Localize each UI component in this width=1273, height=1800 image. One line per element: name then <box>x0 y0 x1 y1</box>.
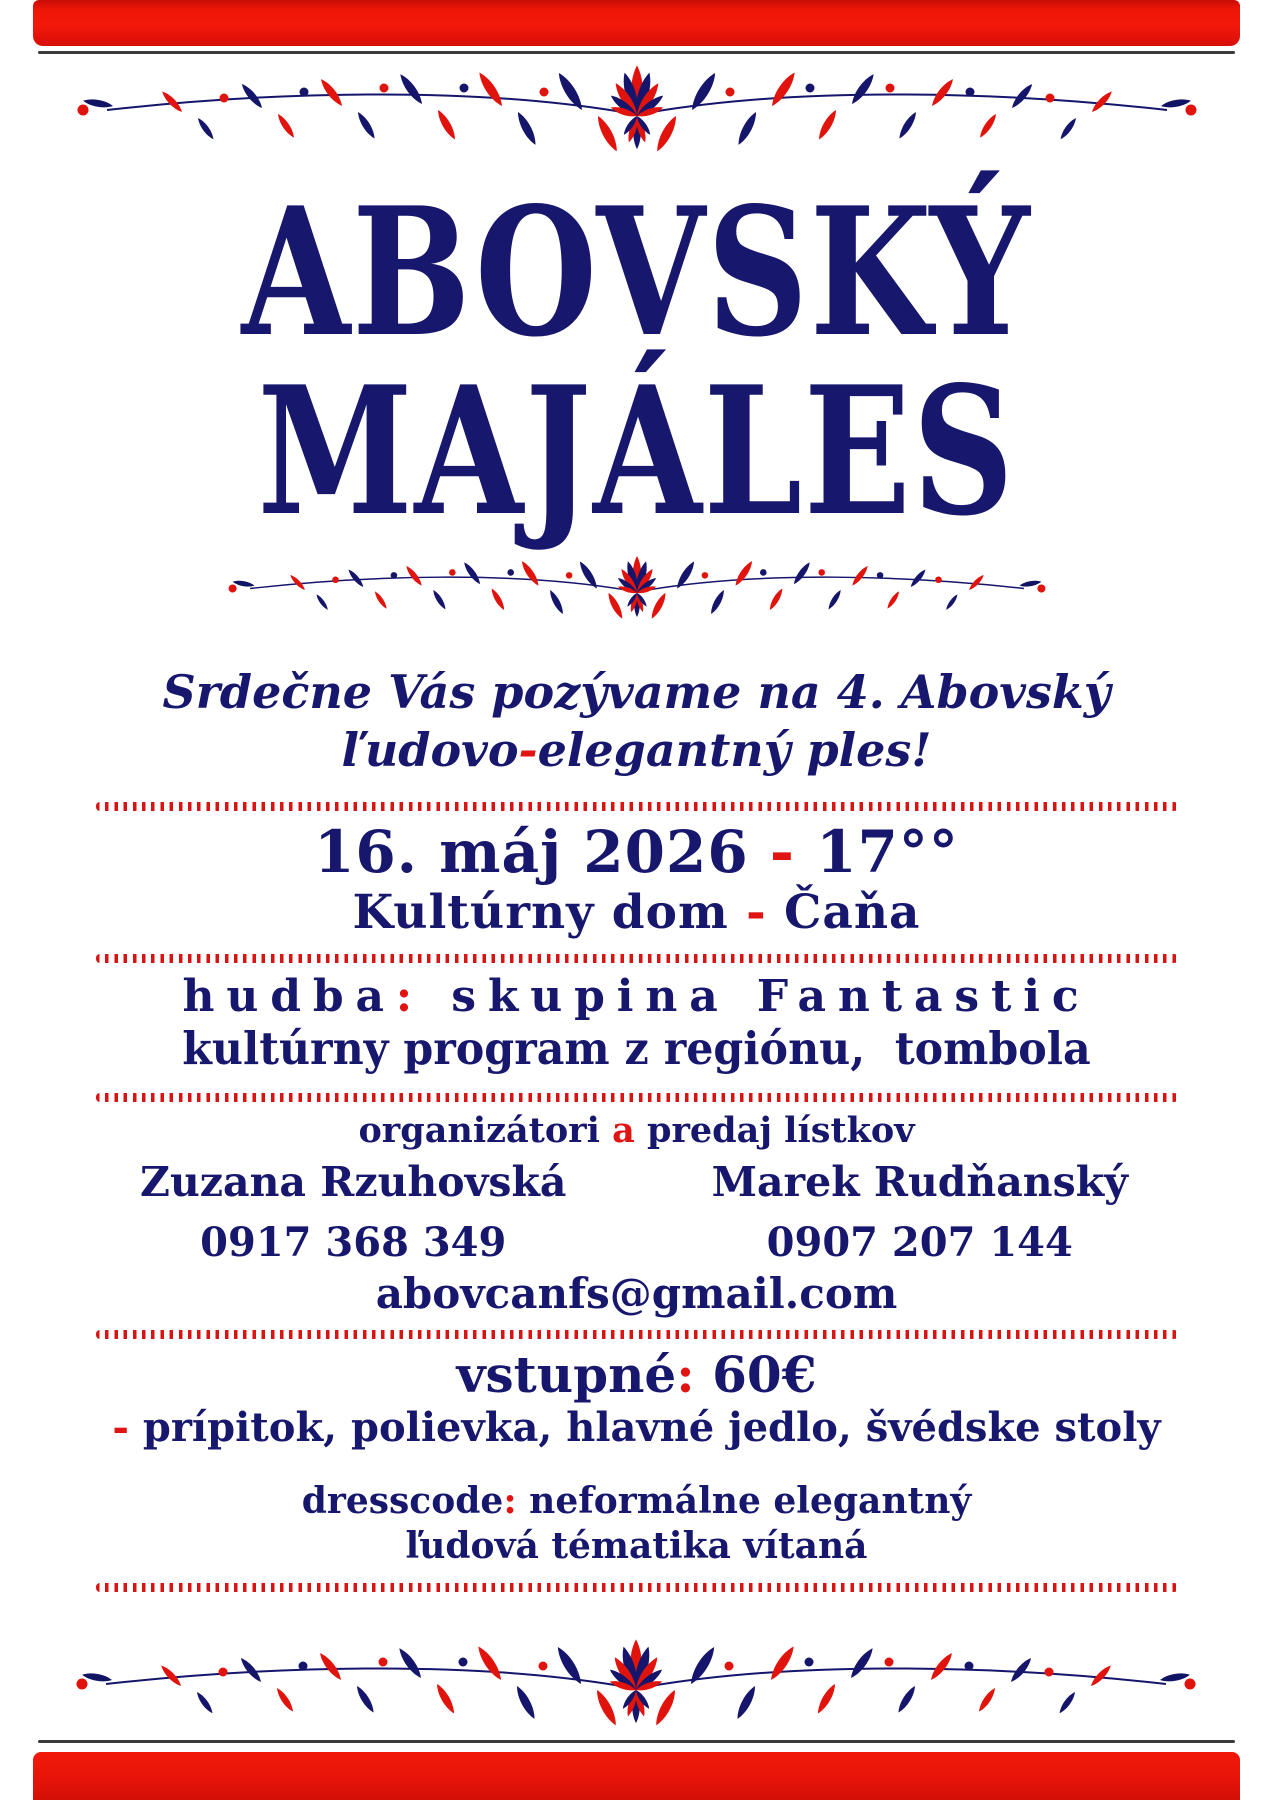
music-value: skupina Fantastic <box>451 970 1091 1022</box>
dresscode-label: dresscode <box>301 1479 504 1522</box>
price-label: vstupné <box>456 1344 677 1404</box>
organizer-name-left: Zuzana Rzuhovská <box>140 1158 567 1207</box>
organizers-heading <box>0 1110 1273 1152</box>
poster-title-line2: MAJÁLES <box>257 347 1016 555</box>
organizer-phone-left: 0917 368 349 <box>200 1219 507 1267</box>
organizer-names-row <box>70 1158 1203 1207</box>
includes-text: prípitok, polievka, hlavné jedlo, švédske stoly <box>142 1403 1161 1451</box>
poster-title-line1: ABOVSKÝ <box>241 168 1032 376</box>
bottom-rule <box>38 1740 1235 1743</box>
folk-ornament-bottom-icon <box>36 1634 1236 1734</box>
top-red-bar <box>33 0 1240 46</box>
organizer-name-right: Marek Rudňanský <box>711 1158 1128 1207</box>
dotted-separator <box>96 802 1178 811</box>
event-time: 17°° <box>816 817 959 886</box>
dotted-separator <box>96 954 1178 963</box>
music-line <box>0 971 1273 1024</box>
event-venue: Kultúrny dom <box>352 884 729 940</box>
event-date-dash: - <box>769 817 795 886</box>
invitation-line1: Srdečne Vás pozývame na 4. Abovský <box>162 665 1111 719</box>
music-colon: : <box>395 970 425 1022</box>
event-date: 16. máj 2026 <box>314 817 749 886</box>
folk-ornament-top-icon <box>37 60 1237 160</box>
dresscode-note: ľudová tématika vítaná <box>405 1524 868 1567</box>
event-venue-line <box>0 886 1273 940</box>
invitation-line2 <box>0 721 1273 779</box>
program-line: kultúrny program z regiónu, tombola <box>182 1022 1091 1076</box>
organizer-phones-row <box>70 1219 1203 1267</box>
bottom-red-bar <box>33 1752 1240 1800</box>
organizer-email: abovcanfs@gmail.com <box>375 1269 898 1319</box>
organizers-heading-and: a <box>612 1110 635 1152</box>
organizer-phone-right: 0907 207 144 <box>766 1219 1073 1267</box>
invitation-line2-post: elegantný ples! <box>537 723 932 778</box>
dotted-separator <box>96 1583 1178 1592</box>
price-colon: : <box>676 1344 695 1404</box>
event-date-line <box>0 819 1273 886</box>
organizers-heading-post: predaj lístkov <box>646 1110 915 1152</box>
dotted-separator <box>96 1093 1178 1102</box>
dresscode-value: neformálne elegantný <box>529 1479 972 1522</box>
invitation-line2-dash: - <box>518 723 538 778</box>
price-line <box>0 1345 1273 1405</box>
dresscode-colon: : <box>503 1479 517 1522</box>
dresscode-line <box>0 1479 1273 1524</box>
includes-dash: - <box>112 1403 129 1451</box>
event-venue-dash: - <box>746 884 767 940</box>
organizers-heading-pre: organizátori <box>358 1110 600 1152</box>
music-label: hudba <box>182 970 396 1022</box>
dotted-separator <box>96 1330 1178 1339</box>
price-includes-line <box>0 1405 1273 1451</box>
folk-ornament-middle-icon <box>197 552 1077 625</box>
top-rule <box>38 51 1235 54</box>
event-city: Čaňa <box>784 884 921 940</box>
invitation-text <box>0 663 1273 780</box>
price-value: 60€ <box>712 1344 817 1404</box>
invitation-line2-pre: ľudovo <box>341 723 519 778</box>
